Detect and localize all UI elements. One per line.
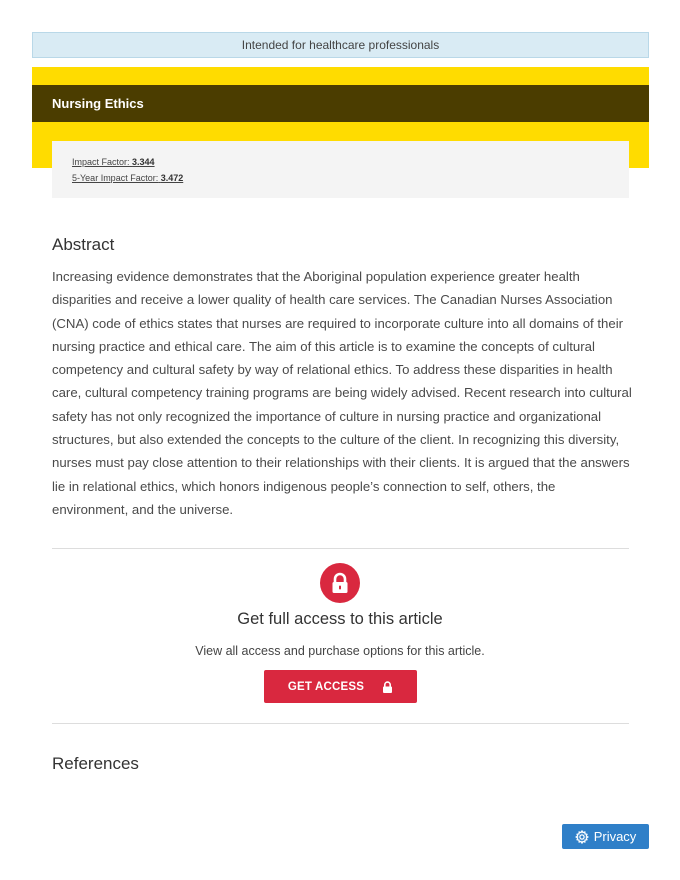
- journal-title-bar: [32, 85, 649, 122]
- abstract-text: Increasing evidence demonstrates that the Aboriginal population experience greater health disparities and receive a lower quality of health care services. The Canadian Nurses Association (CNA) code of ethics states that nurses are required to incorporate culture into all domains of their nursing practice and ethical care. The aim of this article is to examine the concepts of cultural competency and cultural safety by way of relational ethics. To address these disparities in health care, cultural competency training programs are being widely advised. Recent research into cultural safety has not only recognized the importance of culture in nursing practice and organizational structures, but also extended the concepts to the culture of the client. In recognizing this diversity, nurses must pay close attention to their relationships with their clients. It is argued that the answers lie in relational ethics, which honors indigenous people’s connection to self, others, the environment, and the universe.: [52, 269, 632, 517]
- journal-metrics: [52, 141, 629, 198]
- lock-icon: [382, 681, 393, 693]
- journal-title[interactable]: Nursing Ethics: [52, 96, 144, 111]
- healthcare-professionals-banner: [32, 32, 649, 58]
- impact-factor-link[interactable]: [72, 154, 609, 170]
- five-year-impact-factor-link[interactable]: [72, 170, 609, 186]
- lock-icon: [320, 563, 360, 603]
- privacy-button[interactable]: [562, 824, 649, 849]
- references-heading: References: [52, 754, 139, 773]
- abstract-heading: Abstract: [52, 235, 115, 254]
- divider: [52, 723, 629, 724]
- privacy-label: Privacy: [593, 829, 637, 844]
- gear-icon: [575, 830, 589, 844]
- access-title: Get full access to this article: [237, 610, 443, 628]
- divider: [52, 548, 629, 549]
- impact-factor-label: Impact Factor:: [72, 157, 130, 167]
- impact-factor-value: 3.344: [132, 157, 155, 167]
- banner-text: Intended for healthcare professionals: [241, 38, 440, 52]
- get-access-button[interactable]: [264, 670, 417, 703]
- access-subtitle: View all access and purchase options for this article.: [195, 644, 485, 658]
- five-year-impact-factor-label: 5-Year Impact Factor:: [72, 173, 159, 183]
- five-year-impact-factor-value: 3.472: [160, 173, 184, 183]
- get-access-label: GET ACCESS: [287, 680, 365, 693]
